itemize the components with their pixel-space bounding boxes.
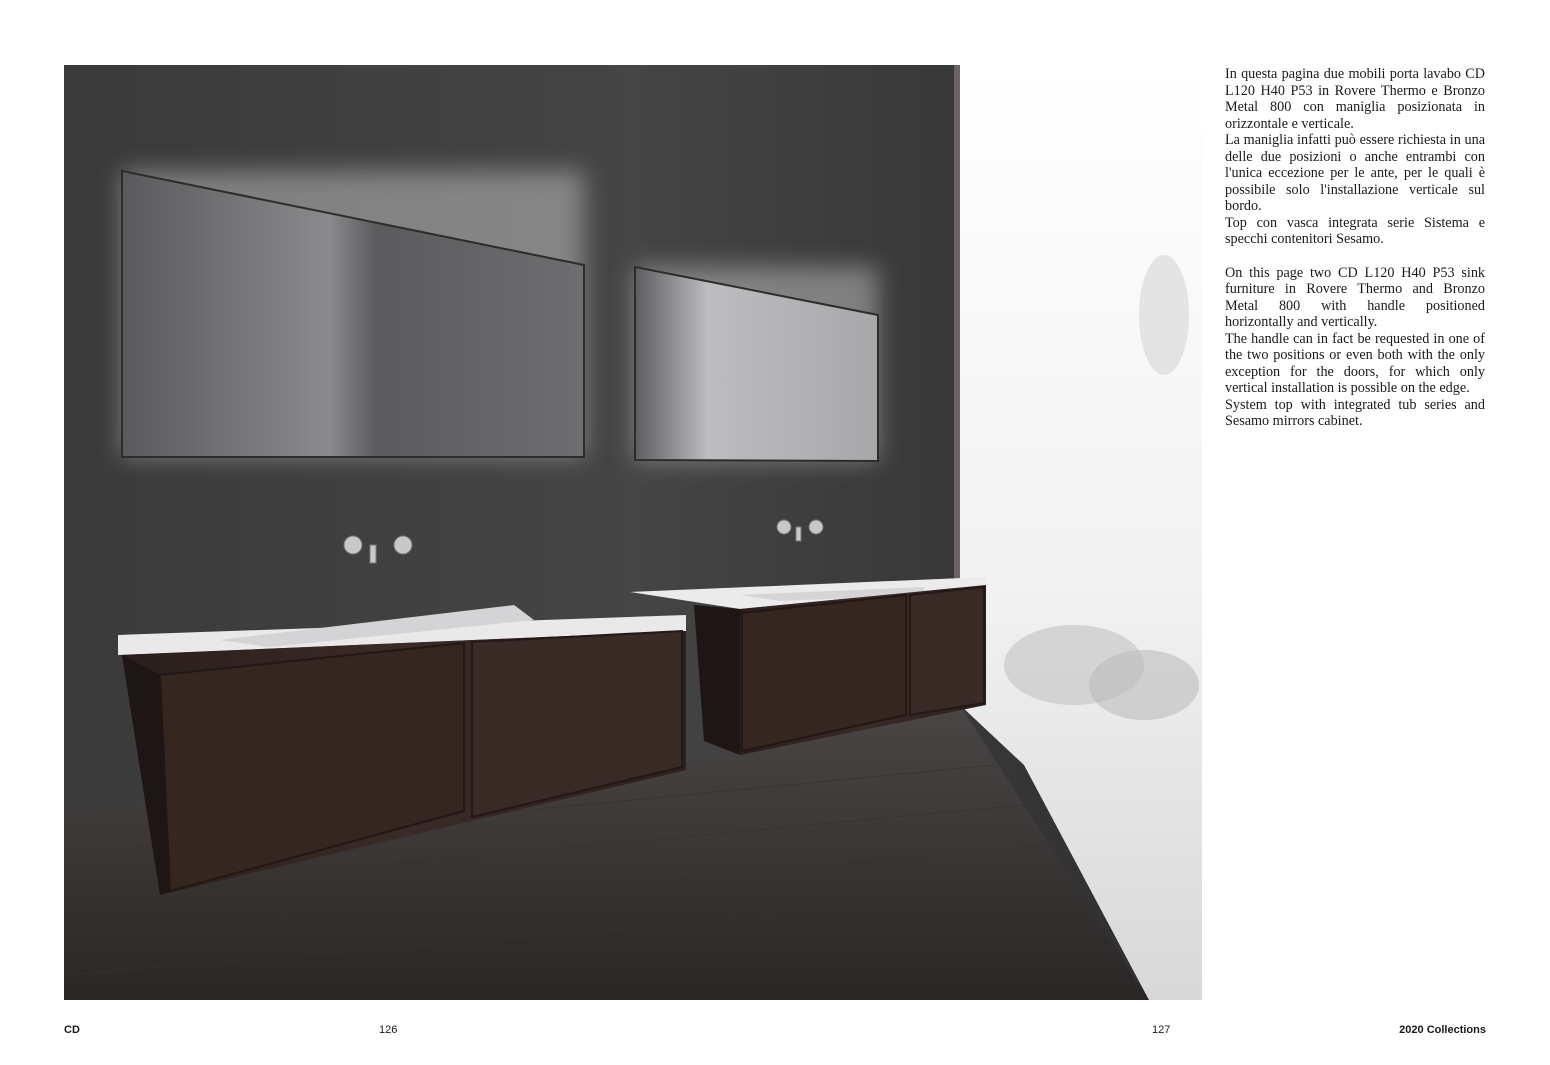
text-en-3: System top with integrated tub series and Sesamo mirrors cabinet. (1225, 396, 1485, 429)
description-text (1225, 66, 1485, 430)
text-it-1: In questa pagina due mobili porta lavabo CD L120 H40 P53 in Rovere Thermo e Bronzo Metal 800 con maniglia posizionata in orizzontale e verticale. (1225, 66, 1485, 132)
text-it-2: La maniglia infatti può essere richiesta in una delle due posizioni o anche entrambi con l'unica eccezione per le ante, per le quali è possibile solo l'installazione verticale sul bordo. (1225, 132, 1485, 214)
page-number-right: 127 (1152, 1024, 1171, 1036)
page-number-left: 126 (379, 1024, 398, 1036)
text-it-3: Top con vasca integrata serie Sistema e specchi contenitori Sesamo. (1225, 214, 1485, 247)
text-en-2: The handle can in fact be requested in one of the two positions or even both with the only exception for the doors, for which only vertical installation is possible on the edge. (1225, 330, 1485, 396)
text-en-1: On this page two CD L120 H40 P53 sink furniture in Rovere Thermo and Bronzo Metal 800 with handle positioned horizontally and vertically. (1225, 264, 1485, 330)
footer-collection-name: 2020 Collections (1399, 1024, 1486, 1036)
footer-collection-code: CD (64, 1024, 80, 1036)
bathroom-photo (64, 65, 1202, 1000)
